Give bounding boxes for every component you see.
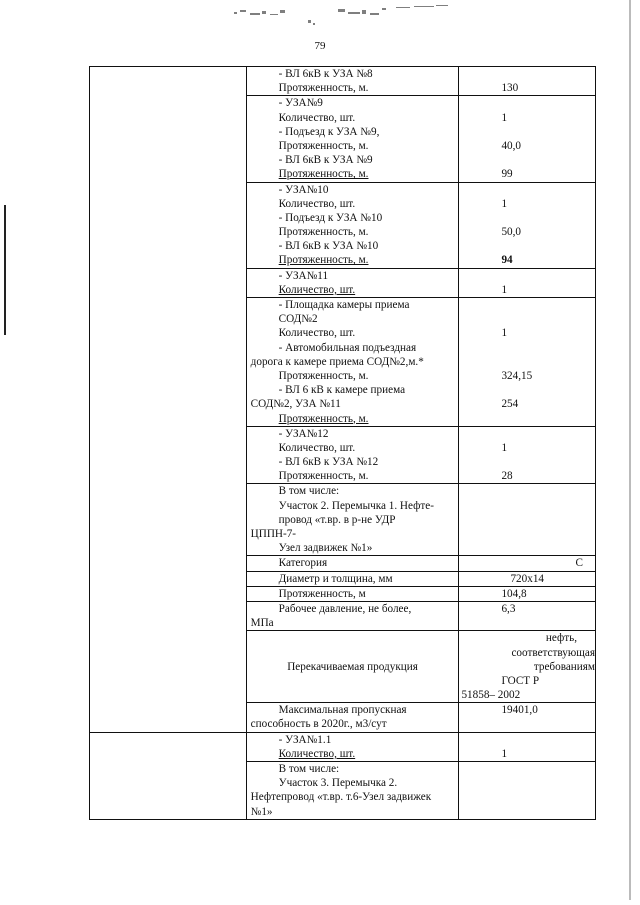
empty-first-column (90, 67, 247, 733)
item-label: Нефтепровод «т.вр. т.6-Узел задвижек (250, 791, 432, 804)
item-label: Количество, шт. (278, 747, 356, 760)
value-cell (459, 601, 596, 630)
item-label: - Подъезд к УЗА №10 (278, 211, 383, 224)
category-row (246, 556, 459, 571)
value-cell (459, 586, 596, 601)
group-sod2 (246, 298, 459, 427)
item-label: - УЗА№1.1 (278, 733, 332, 746)
group-uza10 (246, 182, 459, 268)
item-label: Протяженность, м. (278, 254, 369, 267)
value: 19401,0 (501, 704, 538, 717)
value-cell (459, 571, 596, 586)
value: 1 (501, 327, 508, 340)
item-label: Перекачиваемая продукция (287, 660, 418, 673)
item-label: Количество, шт. (278, 441, 356, 454)
item-label: Протяженность, м (278, 587, 366, 600)
item-label: Рабочее давление, не более, (278, 602, 412, 615)
item-label: Протяженность, м. (278, 82, 369, 95)
item-label: Протяженность, м. (278, 369, 369, 382)
value: 1 (501, 747, 508, 760)
group-uza9 (246, 96, 459, 182)
product-row (246, 631, 459, 703)
value-cell (459, 703, 596, 732)
value-cell (459, 732, 596, 761)
item-label: Участок 3. Перемычка 2. (278, 777, 398, 790)
value: 6,3 (501, 602, 516, 615)
value-cell (459, 268, 596, 297)
item-label: Протяженность, м. (278, 412, 369, 425)
item-label: дорога к камере приема СОД№2,м.* (250, 355, 424, 368)
table-row (90, 732, 596, 761)
value-cell (459, 556, 596, 571)
item-label: Количество, шт. (278, 197, 356, 210)
group-uza11 (246, 268, 459, 297)
item-label: Количество, шт. (278, 111, 356, 124)
value: 51858– 2002 (461, 689, 521, 702)
value: 254 (501, 398, 519, 411)
item-label: - УЗА№11 (278, 269, 329, 282)
value-cell (459, 631, 596, 703)
value-cell (459, 96, 596, 182)
scan-edge-mark (4, 205, 6, 335)
value: 130 (501, 82, 519, 95)
item-label: ЦППН-7- (250, 528, 297, 540)
page-number: 79 (314, 40, 326, 52)
value: 1 (501, 197, 508, 210)
value-cell (459, 182, 596, 268)
value: 94 (501, 254, 513, 267)
value: 1 (501, 111, 508, 124)
value: 40,0 (501, 139, 522, 152)
item-label: №1» (250, 805, 273, 818)
item-label: Протяженность, м. (278, 470, 369, 483)
item-label: - УЗА№12 (278, 427, 329, 440)
diameter-row (246, 571, 459, 586)
section-peremychka-1 (246, 484, 459, 556)
item-label: - ВЛ 6 кВ к камере приема (278, 384, 406, 397)
item-label: Протяженность, м. (278, 168, 369, 181)
value: 104,8 (501, 587, 527, 600)
item-label: В том числе: (278, 763, 340, 775)
value: ГОСТ Р (501, 674, 540, 687)
item-label: СОД№2 (278, 313, 318, 326)
value-cell (459, 67, 596, 96)
group-vl-uza8 (246, 67, 459, 96)
item-label: МПа (250, 617, 274, 630)
item-label: СОД№2, УЗА №11 (250, 398, 341, 411)
value: 324,15 (501, 369, 533, 382)
section-peremychka-2 (246, 762, 459, 820)
item-label: - ВЛ 6кВ к УЗА №9 (278, 154, 373, 167)
item-label: Количество, шт. (278, 327, 356, 340)
value: 28 (501, 470, 513, 483)
value: 99 (501, 168, 513, 181)
table-row (90, 67, 596, 96)
value-cell (459, 298, 596, 427)
empty-first-column-bottom (90, 732, 247, 819)
item-label: - УЗА№10 (278, 183, 329, 196)
item-label: Категория (278, 557, 328, 570)
value: соответствующая (511, 646, 595, 659)
value: 50,0 (501, 226, 522, 239)
item-label: провод «т.вр. в р-не УДР (278, 513, 396, 526)
value: требованиям (533, 660, 595, 673)
value-cell (459, 762, 596, 820)
value: 1 (501, 283, 508, 296)
item-label: В том числе: (278, 485, 340, 498)
value: С (575, 557, 583, 570)
pressure-row (246, 601, 459, 630)
item-label: Протяженность, м. (278, 139, 369, 152)
group-uza1-1 (246, 732, 459, 761)
item-label: - Площадка камеры приема (278, 299, 410, 311)
item-label: способность в 2020г., м3/сут (250, 718, 387, 731)
scan-noise-marks (220, 2, 460, 30)
specification-table (89, 66, 596, 820)
item-label: Узел задвижек №1» (278, 542, 373, 555)
item-label: - ВЛ 6кВ к УЗА №10 (278, 240, 379, 253)
item-label: - УЗА№9 (278, 97, 323, 110)
item-label: Протяженность, м. (278, 226, 369, 239)
item-label: Количество, шт. (278, 283, 356, 296)
length-row (246, 586, 459, 601)
value-cell (459, 484, 596, 556)
item-label: - ВЛ 6кВ к УЗА №12 (278, 456, 379, 469)
item-label: Участок 2. Перемычка 1. Нефте- (278, 499, 434, 512)
capacity-row (246, 703, 459, 732)
item-label: - Подъезд к УЗА №9, (278, 125, 380, 138)
item-label: - ВЛ 6кВ к УЗА №8 (278, 68, 373, 80)
item-label: Диаметр и толщина, мм (278, 572, 393, 585)
group-uza12 (246, 426, 459, 484)
item-label: Максимальная пропускная (278, 704, 407, 717)
value-cell (459, 426, 596, 484)
value: 1 (501, 441, 508, 454)
value: 720x14 (510, 572, 544, 585)
scan-edge-line (629, 0, 631, 900)
value: нефть, (545, 632, 577, 645)
item-label: - Автомобильная подъездная (278, 341, 417, 354)
